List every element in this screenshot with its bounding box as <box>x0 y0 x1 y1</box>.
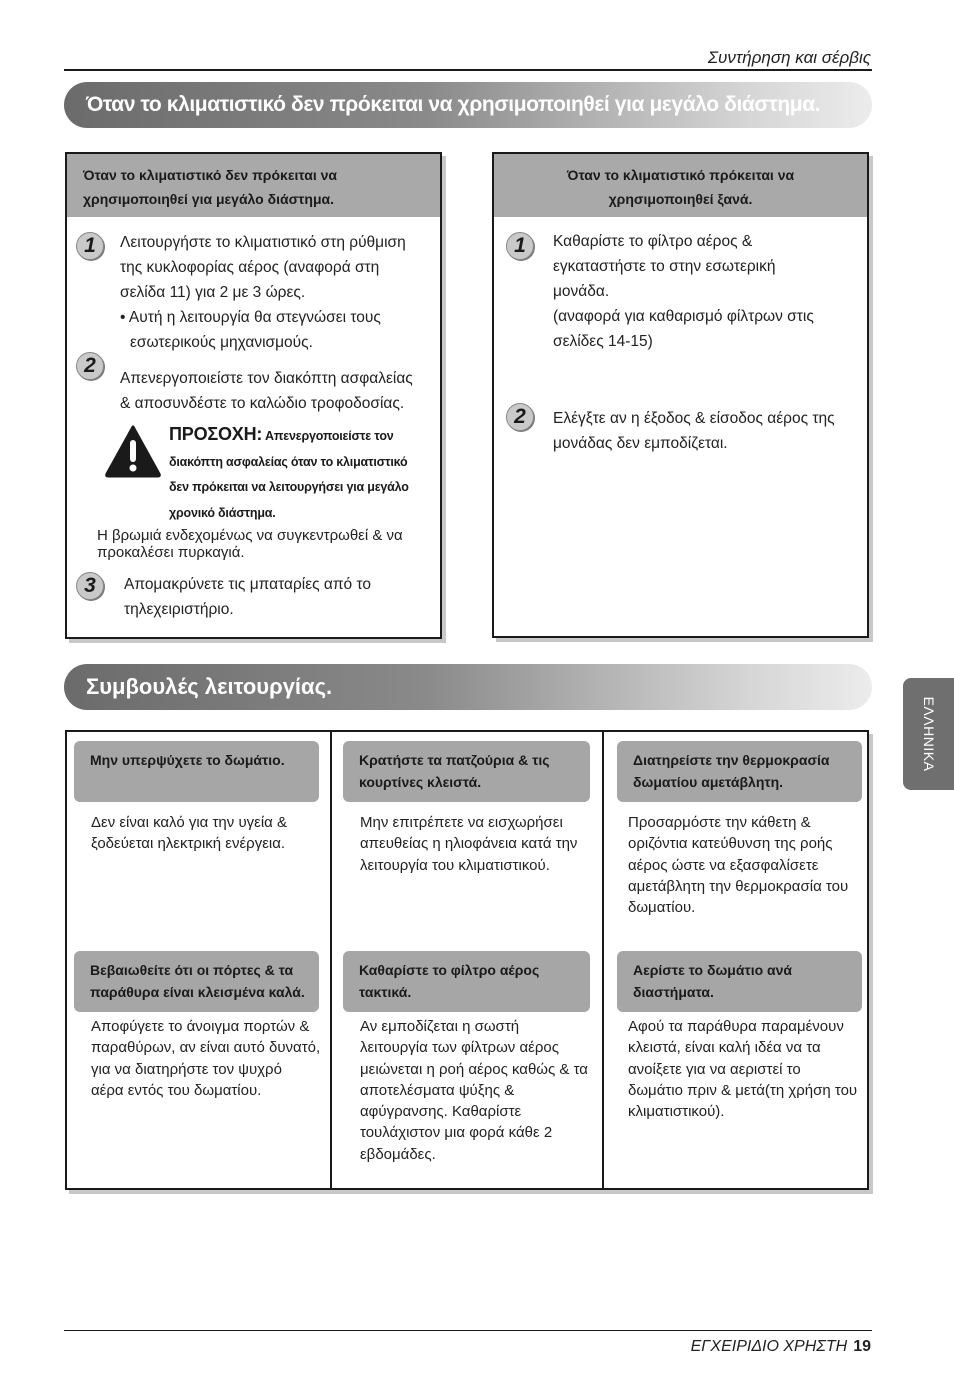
tip-text-line: μειώνεται η ροή αέρος καθώς & τα <box>360 1060 588 1078</box>
tip-title-no-overcooling <box>74 741 319 802</box>
heading-line: χρησιμοποιηθεί για μεγάλο διάστημα. <box>83 191 335 207</box>
manual-label: ΕΓΧΕΙΡΙΔΙΟ ΧΡΗΣΤΗ <box>690 1338 848 1355</box>
tip-text-line: αμετάβλητη την θερμοκρασία του <box>628 877 849 895</box>
heading-line: Όταν το κλιματιστικό πρόκειται να <box>566 167 795 183</box>
tips-banner <box>64 664 872 710</box>
step-number-2: 2 <box>506 403 534 431</box>
tip-text-constant-temperature <box>628 812 864 918</box>
section-title: Συντήρηση και σέρβις <box>707 48 871 67</box>
left-step3-text <box>124 572 439 622</box>
tip-text-line: Αποφύγετε το άνοιγμα πορτών & <box>91 1018 310 1035</box>
tip-text-line: ανοίξετε για να αεριστεί το <box>628 1060 801 1078</box>
tip-title-line: δωματίου αμετάβλητη. <box>633 774 784 790</box>
bullet-line: • Αυτή η λειτουργία θα στεγνώσει τους <box>120 309 381 326</box>
tip-text-line: Αν εμποδίζεται η σωστή <box>360 1018 520 1035</box>
bullet-line: εσωτερικούς μηχανισμούς. <box>130 334 313 351</box>
tip-text-line: εβδομάδες. <box>360 1145 436 1163</box>
language-tab <box>903 678 954 790</box>
tip-title-line: Μην υπερψύχετε το δωμάτιο. <box>90 752 285 768</box>
text-line: Ελέγξτε αν η έξοδος & είσοδος αέρος της <box>553 410 835 427</box>
storage-banner <box>64 82 872 128</box>
tip-text-line: αέρα εντός του δωματίου. <box>91 1081 262 1099</box>
text-line: προκαλέσει πυρκαγιά. <box>97 544 245 561</box>
page-number: 19 <box>853 1338 871 1355</box>
footer-rule <box>64 1330 872 1331</box>
tip-text-doors-windows <box>91 1016 326 1101</box>
fire-warning-text <box>97 527 437 561</box>
tip-text-line: Προσαρμόστε την κάθετη & <box>628 814 811 831</box>
tip-text-no-overcooling <box>91 812 321 855</box>
column-divider <box>602 730 604 1190</box>
tip-text-line: για να διατηρήστε τον ψυχρό <box>91 1060 282 1078</box>
tip-text-line: αποτελέσματα ψύξης & <box>360 1081 515 1099</box>
heading-line: Όταν το κλιματιστικό δεν πρόκειται να <box>83 167 337 183</box>
step-number-2: 2 <box>76 352 104 380</box>
tip-title-line: Καθαρίστε το φίλτρο αέρος <box>359 962 540 978</box>
tip-text-line: Δεν είναι καλό για την υγεία & <box>91 814 288 831</box>
tip-title-line: Αερίστε το δωμάτιο ανά <box>633 962 793 978</box>
tip-title-line: Κρατήστε τα πατζούρια & τις <box>359 752 550 768</box>
text-line: τηλεχειριστήριο. <box>124 601 234 618</box>
reuse-box-heading <box>494 154 867 217</box>
text-line: σελίδες 14-15) <box>553 333 653 350</box>
caution-line: χρονικό διάστημα. <box>169 505 276 520</box>
tip-text-line: αφύγρανσης. Καθαρίστε <box>360 1103 522 1121</box>
caution-text <box>169 422 439 526</box>
text-line: της κυκλοφορίας αέρος (αναφορά στη <box>120 259 380 276</box>
tip-text-clean-filter <box>360 1016 598 1165</box>
caution-line: δεν πρόκειται να λειτουργήσει για μεγάλο <box>169 480 409 494</box>
tip-title-doors-windows <box>74 951 319 1012</box>
tips-banner-text: Συμβουλές λειτουργίας. <box>86 674 333 699</box>
header-rule <box>64 69 872 71</box>
tip-text-close-shutters <box>360 812 595 876</box>
text-line: Απενεργοποιείστε τον διακόπτη ασφαλείας <box>120 370 413 387</box>
tip-text-line: κλειστά, είναι καλή ιδέα να τα <box>628 1039 821 1057</box>
heading-line: χρησιμοποιηθεί ξανά. <box>608 191 753 207</box>
text-line: εγκαταστήστε το στην εσωτερική <box>553 258 776 275</box>
reuse-instructions-box <box>492 152 869 638</box>
tip-title-line: τακτικά. <box>359 984 412 1000</box>
text-line: (αναφορά για καθαρισμό φίλτρων στις <box>553 308 814 325</box>
text-line: μονάδας δεν εμποδίζεται. <box>553 435 728 452</box>
step-number-1: 1 <box>506 232 534 260</box>
left-step1-text <box>120 230 440 355</box>
tip-title-close-shutters <box>343 741 590 802</box>
text-line: & αποσυνδέστε το καλώδιο τροφοδοσίας. <box>120 395 405 412</box>
tip-text-line: τουλάχιστον μια φορά κάθε 2 <box>360 1124 553 1142</box>
tip-title-line: Διατηρείστε την θερμοκρασία <box>633 752 830 768</box>
tip-text-line: αέρος ώστε να εξασφαλίσετε <box>628 856 819 874</box>
right-step1-text <box>553 229 865 354</box>
caution-line: διακόπτη ασφαλείας όταν το κλιματιστικό <box>169 454 408 469</box>
column-divider <box>330 730 332 1190</box>
storage-box-heading <box>67 154 440 217</box>
tip-title-ventilate <box>617 951 862 1012</box>
tip-text-line: λειτουργία των φίλτρων αέρος <box>360 1039 559 1057</box>
text-line: Απομακρύνετε τις μπαταρίες από το <box>124 576 371 593</box>
tip-title-line: κουρτίνες κλειστά. <box>359 774 482 790</box>
tip-text-line: Αφού τα παράθυρα παραμένουν <box>628 1018 844 1035</box>
caution-label: ΠΡΟΣΟΧΗ: <box>169 424 263 444</box>
tip-text-line: οριζόντια κατεύθυνση της ροής <box>628 835 833 853</box>
text-line: σελίδα 11) για 2 με 3 ώρες. <box>120 284 306 301</box>
tip-text-line: ξοδεύεται ηλεκτρική ενέργεια. <box>91 835 286 853</box>
storage-banner-text: Όταν το κλιματιστικό δεν πρόκειται να χρησιμοποιηθεί για μεγάλο διάστημα. <box>86 93 821 116</box>
tip-text-line: παραθύρων, αν είναι αυτό δυνατό, <box>91 1039 321 1057</box>
text-line: Λειτουργήστε το κλιματιστικό στη ρύθμιση <box>120 234 406 251</box>
tip-title-line: Βεβαιωθείτε ότι οι πόρτες & τα <box>90 962 294 978</box>
tip-text-ventilate <box>628 1016 866 1122</box>
text-line: μονάδα. <box>553 283 610 300</box>
tip-title-constant-temperature <box>617 741 862 802</box>
tip-text-line: λειτουργία του κλιματιστικού. <box>360 856 550 874</box>
text-line: Η βρωμιά ενδεχομένως να συγκεντρωθεί & να <box>97 527 403 544</box>
left-step2-text <box>120 366 440 416</box>
tip-text-line: δωματίου. <box>628 899 696 917</box>
tip-text-line: δωμάτιο πριν & μετά(τη χρήση του <box>628 1081 858 1099</box>
step-number-3: 3 <box>76 572 104 600</box>
footer <box>691 1338 871 1356</box>
warning-icon <box>104 424 162 478</box>
caution-line: Απενεργοποιείστε τον <box>265 429 394 443</box>
step-number-1: 1 <box>76 232 104 260</box>
tip-title-line: διαστήματα. <box>633 984 714 1000</box>
tip-title-clean-filter <box>343 951 590 1012</box>
tip-text-line: Μην επιτρέπετε να εισχωρήσει <box>360 814 563 831</box>
tip-text-line: απευθείας η ηλιοφάνεια κατά την <box>360 835 578 853</box>
tip-title-line: παράθυρα είναι κλεισμένα καλά. <box>90 984 305 1000</box>
text-line: Καθαρίστε το φίλτρο αέρος & <box>553 233 753 250</box>
tip-text-line: κλιματιστικού). <box>628 1103 725 1121</box>
language-tab-label: ΕΛΛΗΝΙΚΑ <box>920 696 937 772</box>
right-step2-text <box>553 406 867 456</box>
